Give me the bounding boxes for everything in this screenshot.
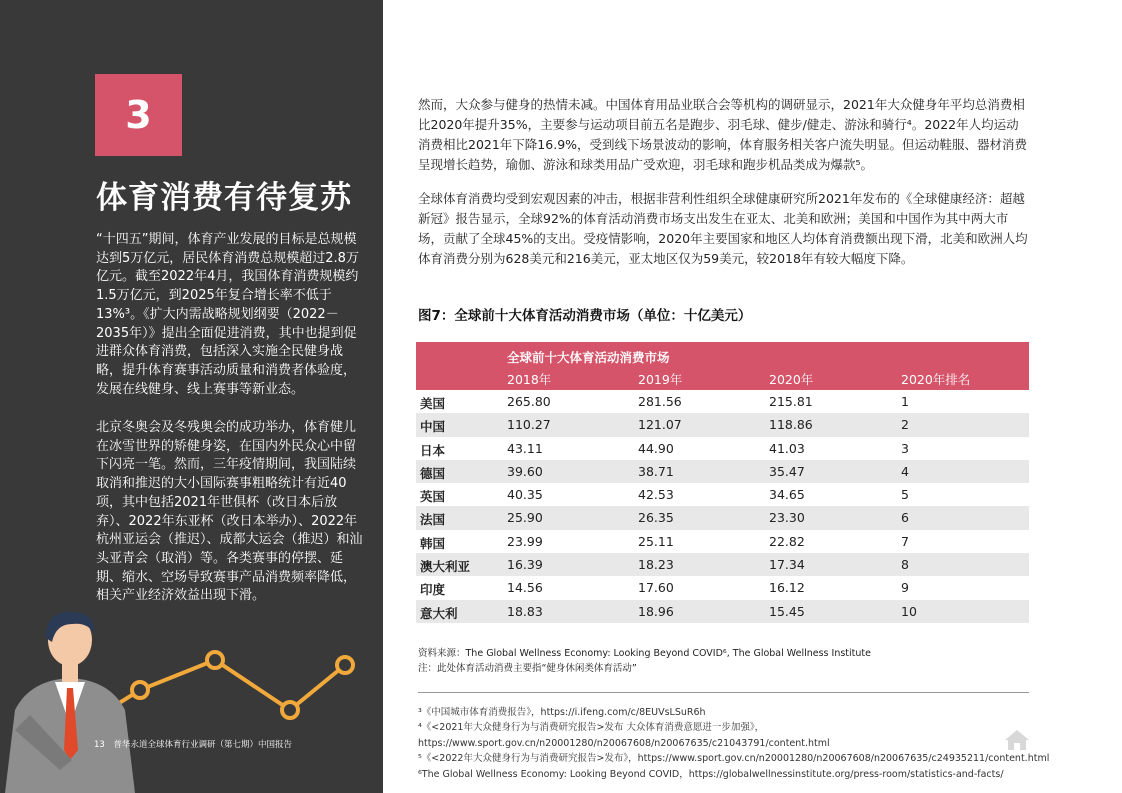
value-2018-cell: 110.27 bbox=[507, 417, 551, 433]
rank-cell: 8 bbox=[901, 557, 909, 573]
rank-cell: 3 bbox=[901, 440, 909, 456]
country-cell: 美国 bbox=[420, 396, 446, 411]
table-name: 全球前十大体育活动消费市场 bbox=[507, 350, 670, 365]
section-number: 3 bbox=[95, 74, 182, 156]
report-name: 普华永道全球体育行业调研（第七期）中国报告 bbox=[113, 740, 293, 750]
left-panel bbox=[0, 0, 383, 793]
country-cell: 印度 bbox=[420, 582, 446, 598]
rank-cell: 1 bbox=[901, 394, 909, 409]
column-header: 2020年排名 bbox=[901, 372, 971, 387]
businessman-illustration bbox=[0, 600, 383, 793]
value-2018-cell: 14.56 bbox=[507, 580, 543, 596]
note-line: 注：此处体育活动消费主要指“健身休闲类体育活动” bbox=[418, 663, 637, 674]
right-paragraph-1: 然而，大众参与健身的热情未减。中国体育用品业联合会等机构的调研显示，2021年大众健身年平均总消费相比2020年提升35%，主要参与运动项目前五名是跑步、羽毛球、健步/健走、游泳和骑行⁴。2022年人均运动消费相比2021年下降16.9%，受到线下场景波动的影响，体育服务相关客户流失明显。但运动鞋服、器材消费呈现增长趋势，瑜伽、游泳和球类用品广受欢迎，羽毛球和跑步机品类成为爆款⁵。 bbox=[418, 97, 1028, 172]
rank-cell: 7 bbox=[901, 533, 909, 549]
country-cell: 德国 bbox=[420, 465, 446, 481]
value-2018-cell: 40.35 bbox=[507, 487, 543, 503]
value-2020-cell: 22.82 bbox=[769, 533, 805, 549]
footnote-divider bbox=[418, 692, 1029, 693]
value-2019-cell: 25.11 bbox=[638, 533, 674, 549]
value-2020-cell: 17.34 bbox=[769, 557, 805, 573]
country-cell: 法国 bbox=[420, 512, 446, 528]
table-body bbox=[416, 390, 1029, 623]
value-2018-cell: 43.11 bbox=[507, 440, 543, 456]
value-2019-cell: 17.60 bbox=[638, 580, 674, 596]
table-row bbox=[416, 553, 1029, 576]
value-2018-cell: 39.60 bbox=[507, 463, 543, 479]
table-row bbox=[416, 437, 1029, 460]
growth-point bbox=[282, 702, 298, 718]
footnote: https://www.sport.gov.cn/n20001280/n20067608/n20067635/c21043791/content.html bbox=[418, 737, 830, 749]
rank-cell: 9 bbox=[901, 580, 909, 596]
growth-point bbox=[132, 682, 148, 698]
value-2020-cell: 215.81 bbox=[769, 394, 813, 409]
table-row bbox=[416, 600, 1029, 623]
value-2019-cell: 44.90 bbox=[638, 440, 674, 456]
value-2020-cell: 34.65 bbox=[769, 487, 805, 503]
rank-cell: 10 bbox=[901, 603, 917, 619]
table-row bbox=[416, 390, 1029, 413]
table-row bbox=[416, 506, 1029, 529]
country-cell: 澳大利亚 bbox=[420, 559, 471, 575]
footnote: ⁶The Global Wellness Economy: Looking Beyond COVID，https://globalwellnessinstitute.org/press-room/statistics-and-facts/ bbox=[418, 768, 1004, 780]
rank-cell: 6 bbox=[901, 510, 909, 526]
value-2018-cell: 16.39 bbox=[507, 557, 543, 573]
left-paragraph-1: “十四五”期间，体育产业发展的目标是总规模达到5万亿元，居民体育消费总规模超过2.8万亿元。截至2022年4月，我国体育消费规模约1.5万亿元，到2025年复合增长率不低于13%³。《扩大内需战略规划纲要（2022－2035年）》提出全面促进消费，其中也提到促进群众体育消费，包括深入实施全民健身战略，提升体育赛事活动质量和消费者体验度，发展在线健身、线上赛事等新业态。 bbox=[96, 232, 359, 397]
market-table bbox=[416, 342, 1029, 623]
left-paragraph-2: 北京冬奥会及冬残奥会的成功举办，体育健儿在冰雪世界的矫健身姿，在国内外民众心中留下闪亮一笔。然而，三年疫情期间，我国陆续取消和推迟的大小国际赛事粗略统计有近40项，其中包括2021年世俱杯（改日本后放弃）、2022年东亚杯（改日本举办）、2022年杭州亚运会（推迟）、成都大运会（推迟）和汕头亚青会（取消）等。各类赛事的停摆、延期、缩水、空场导致赛事产品消费频率降低，相关产业经济效益出现下滑。 bbox=[96, 420, 363, 604]
value-2019-cell: 38.71 bbox=[638, 463, 674, 479]
value-2020-cell: 23.30 bbox=[769, 510, 805, 526]
value-2018-cell: 18.83 bbox=[507, 603, 543, 619]
column-header: 2018年 bbox=[507, 372, 552, 387]
table-header bbox=[416, 342, 1029, 390]
value-2019-cell: 18.96 bbox=[638, 603, 674, 619]
growth-point bbox=[207, 652, 223, 668]
footnote: ⁴《<2021年大众健身行为与消费研究报告>发布 大众体育消费意愿进一步加强》， bbox=[418, 722, 765, 734]
value-2020-cell: 118.86 bbox=[769, 417, 813, 433]
footnote: ⁵《<2022年大众健身行为与消费研究报告>发布》，https://www.sport.gov.cn/n20001280/n20067608/n20067635/c24935211/content.html bbox=[418, 753, 1050, 765]
rank-cell: 4 bbox=[901, 463, 909, 479]
growth-point bbox=[337, 657, 353, 673]
rank-cell: 2 bbox=[901, 417, 909, 433]
value-2018-cell: 25.90 bbox=[507, 510, 543, 526]
country-cell: 日本 bbox=[420, 442, 446, 458]
value-2019-cell: 42.53 bbox=[638, 487, 674, 503]
column-header: 2020年 bbox=[769, 372, 814, 387]
value-2020-cell: 16.12 bbox=[769, 580, 805, 596]
page-footer bbox=[94, 738, 292, 750]
value-2019-cell: 26.35 bbox=[638, 510, 674, 526]
value-2020-cell: 35.47 bbox=[769, 463, 805, 479]
rank-cell: 5 bbox=[901, 487, 909, 503]
value-2020-cell: 15.45 bbox=[769, 603, 805, 619]
value-2018-cell: 265.80 bbox=[507, 394, 551, 409]
table-row bbox=[416, 576, 1029, 599]
right-paragraph-2: 全球体育消费均受到宏观因素的冲击，根据非营利性组织全球健康研究所2021年发布的《全球健康经济：超越新冠》报告显示，全球92%的体育活动消费市场支出发生在亚太、北美和欧洲；美国和中国作为其中两大市场，贡献了全球45%的支出。受疫情影响，2020年主要国家和地区人均体育消费额出现下滑，北美和欧洲人均体育消费分别为628美元和216美元，亚太地区仅为59美元，较2018年有较大幅度下降。 bbox=[418, 191, 1028, 266]
home-icon[interactable] bbox=[1004, 729, 1030, 751]
table-row bbox=[416, 530, 1029, 553]
value-2019-cell: 281.56 bbox=[638, 394, 682, 409]
source-line: 资料来源：The Global Wellness Economy: Looking Beyond COVID⁶, The Global Wellness Institute bbox=[418, 648, 871, 659]
country-cell: 韩国 bbox=[420, 535, 446, 551]
source-note bbox=[418, 646, 871, 676]
footnotes bbox=[418, 705, 1049, 782]
table-row bbox=[416, 413, 1029, 436]
country-cell: 中国 bbox=[420, 419, 446, 435]
value-2018-cell: 23.99 bbox=[507, 533, 543, 549]
section-title: 体育消费有待复苏 bbox=[96, 180, 352, 216]
table-row bbox=[416, 460, 1029, 483]
value-2019-cell: 121.07 bbox=[638, 417, 682, 433]
country-cell: 意大利 bbox=[420, 605, 458, 621]
country-cell: 英国 bbox=[420, 489, 446, 505]
value-2019-cell: 18.23 bbox=[638, 557, 674, 573]
footnote: ³《中国城市体育消费报告》，https://i.ifeng.com/c/8EUVsLSuR6h bbox=[418, 707, 706, 718]
table-row bbox=[416, 483, 1029, 506]
value-2020-cell: 41.03 bbox=[769, 440, 805, 456]
figure-title: 图7：全球前十大体育活动消费市场（单位：十亿美元） bbox=[418, 308, 752, 324]
column-header: 2019年 bbox=[638, 372, 683, 387]
page-number: 13 bbox=[94, 740, 105, 750]
